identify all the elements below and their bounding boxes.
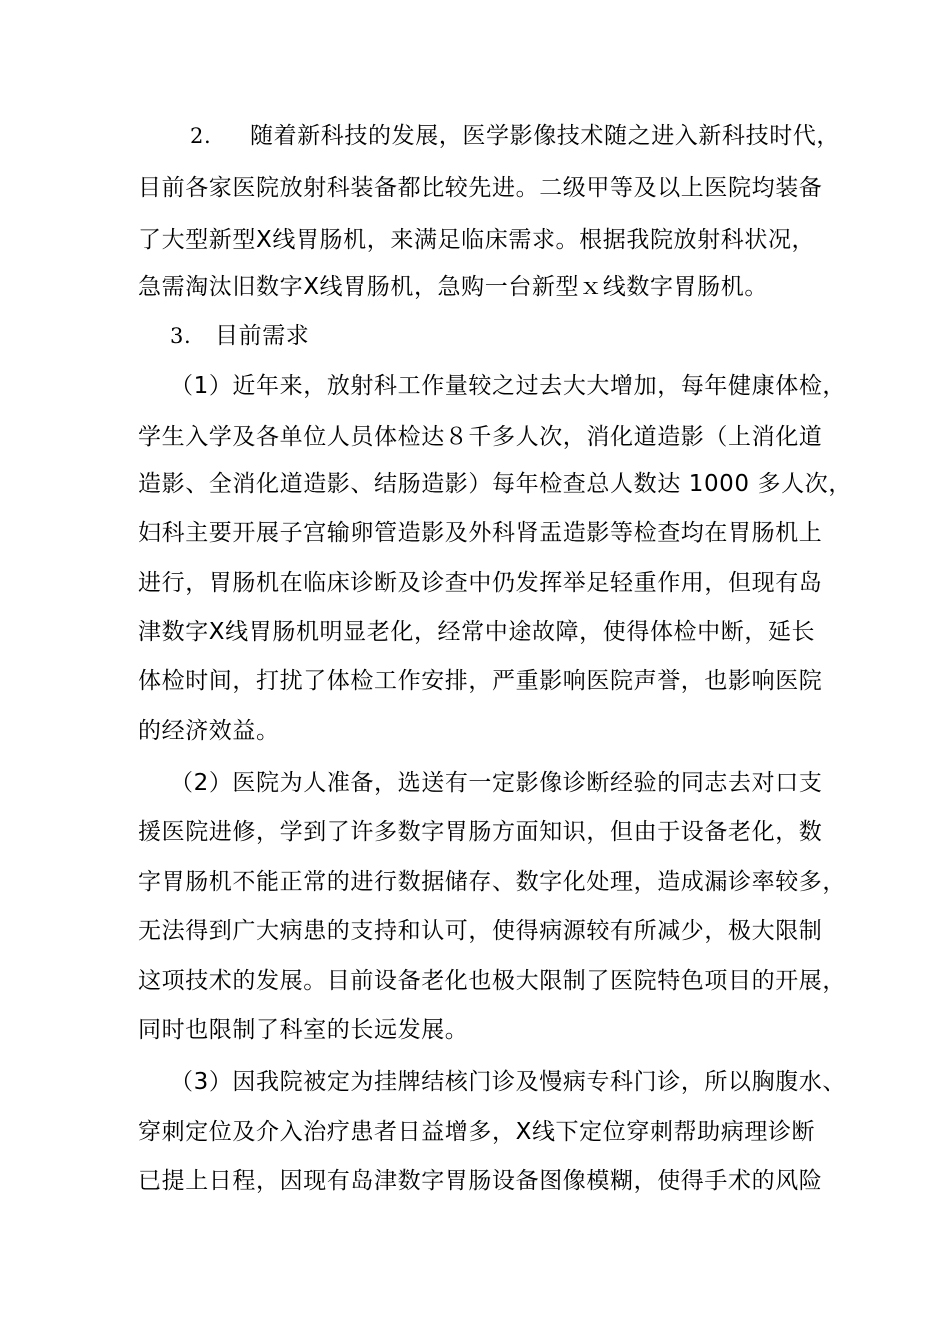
paragraph-line: 了大型新型Ⅹ线胃肠机，来满足临床需求。根据我院放射科状况， bbox=[138, 227, 816, 253]
section-number: 3. bbox=[170, 324, 192, 348]
paragraph-line: 目前各家医院放射科装备都比较先进。二级甲等及以上医院均装备 bbox=[138, 175, 823, 201]
paragraph-line: 津数字Ⅹ线胃肠机明显老化，经常中途故障，使得体检中断，延长 bbox=[138, 619, 816, 645]
paragraph-line: 学生入学及各单位人员体检达８千多人次，消化道造影（上消化道 bbox=[138, 424, 823, 450]
paragraph-line: 同时也限制了科室的长远发展。 bbox=[138, 1017, 469, 1043]
paragraph-line: 这项技术的发展。目前设备老化也极大限制了医院特色项目的开展， bbox=[138, 968, 846, 994]
paragraph-line: 穿刺定位及介入治疗患者日益增多，Ⅹ线下定位穿刺帮助病理诊断 bbox=[138, 1119, 816, 1145]
paragraph-line: 进行，胃肠机在临床诊断及诊查中仍发挥举足轻重作用，但现有岛 bbox=[138, 570, 823, 596]
paragraph-line: 体检时间，打扰了体检工作安排，严重影响医院声誉，也影响医院 bbox=[138, 668, 823, 694]
paragraph-line: （3）因我院被定为挂牌结核门诊及慢病专科门诊，所以胸腹水、 bbox=[170, 1069, 847, 1095]
paragraph-line: 随着新科技的发展，医学影像技术随之进入新科技时代， bbox=[250, 123, 840, 149]
paragraph-line: 妇科主要开展子宫输卵管造影及外科肾盂造影等检查均在胃肠机上 bbox=[138, 520, 823, 546]
paragraph-line: 造影、全消化道造影、结肠造影）每年检查总人数达 1000 多人次， bbox=[138, 471, 852, 497]
paragraph-line: 急需淘汰旧数字Ⅹ线胃肠机，急购一台新型ｘ线数字胃肠机。 bbox=[138, 274, 768, 300]
section-heading: 目前需求 bbox=[215, 323, 310, 349]
section-number: 2. bbox=[190, 124, 212, 148]
paragraph-line: 字胃肠机不能正常的进行数据储存、数字化处理，造成漏诊率较多， bbox=[138, 869, 846, 895]
paragraph-line: 的经济效益。 bbox=[138, 718, 280, 744]
paragraph-line: 已提上日程，因现有岛津数字胃肠设备图像模糊，使得手术的风险 bbox=[138, 1168, 823, 1194]
paragraph-line: 援医院进修，学到了许多数字胃肠方面知识，但由于设备老化，数 bbox=[138, 819, 823, 845]
paragraph-line: （2）医院为人准备，选送有一定影像诊断经验的同志去对口支 bbox=[170, 770, 823, 796]
paragraph-line: （1）近年来，放射科工作量较之过去大大增加，每年健康体检， bbox=[170, 373, 847, 399]
paragraph-line: 无法得到广大病患的支持和认可，使得病源较有所减少，极大限制 bbox=[138, 918, 823, 944]
